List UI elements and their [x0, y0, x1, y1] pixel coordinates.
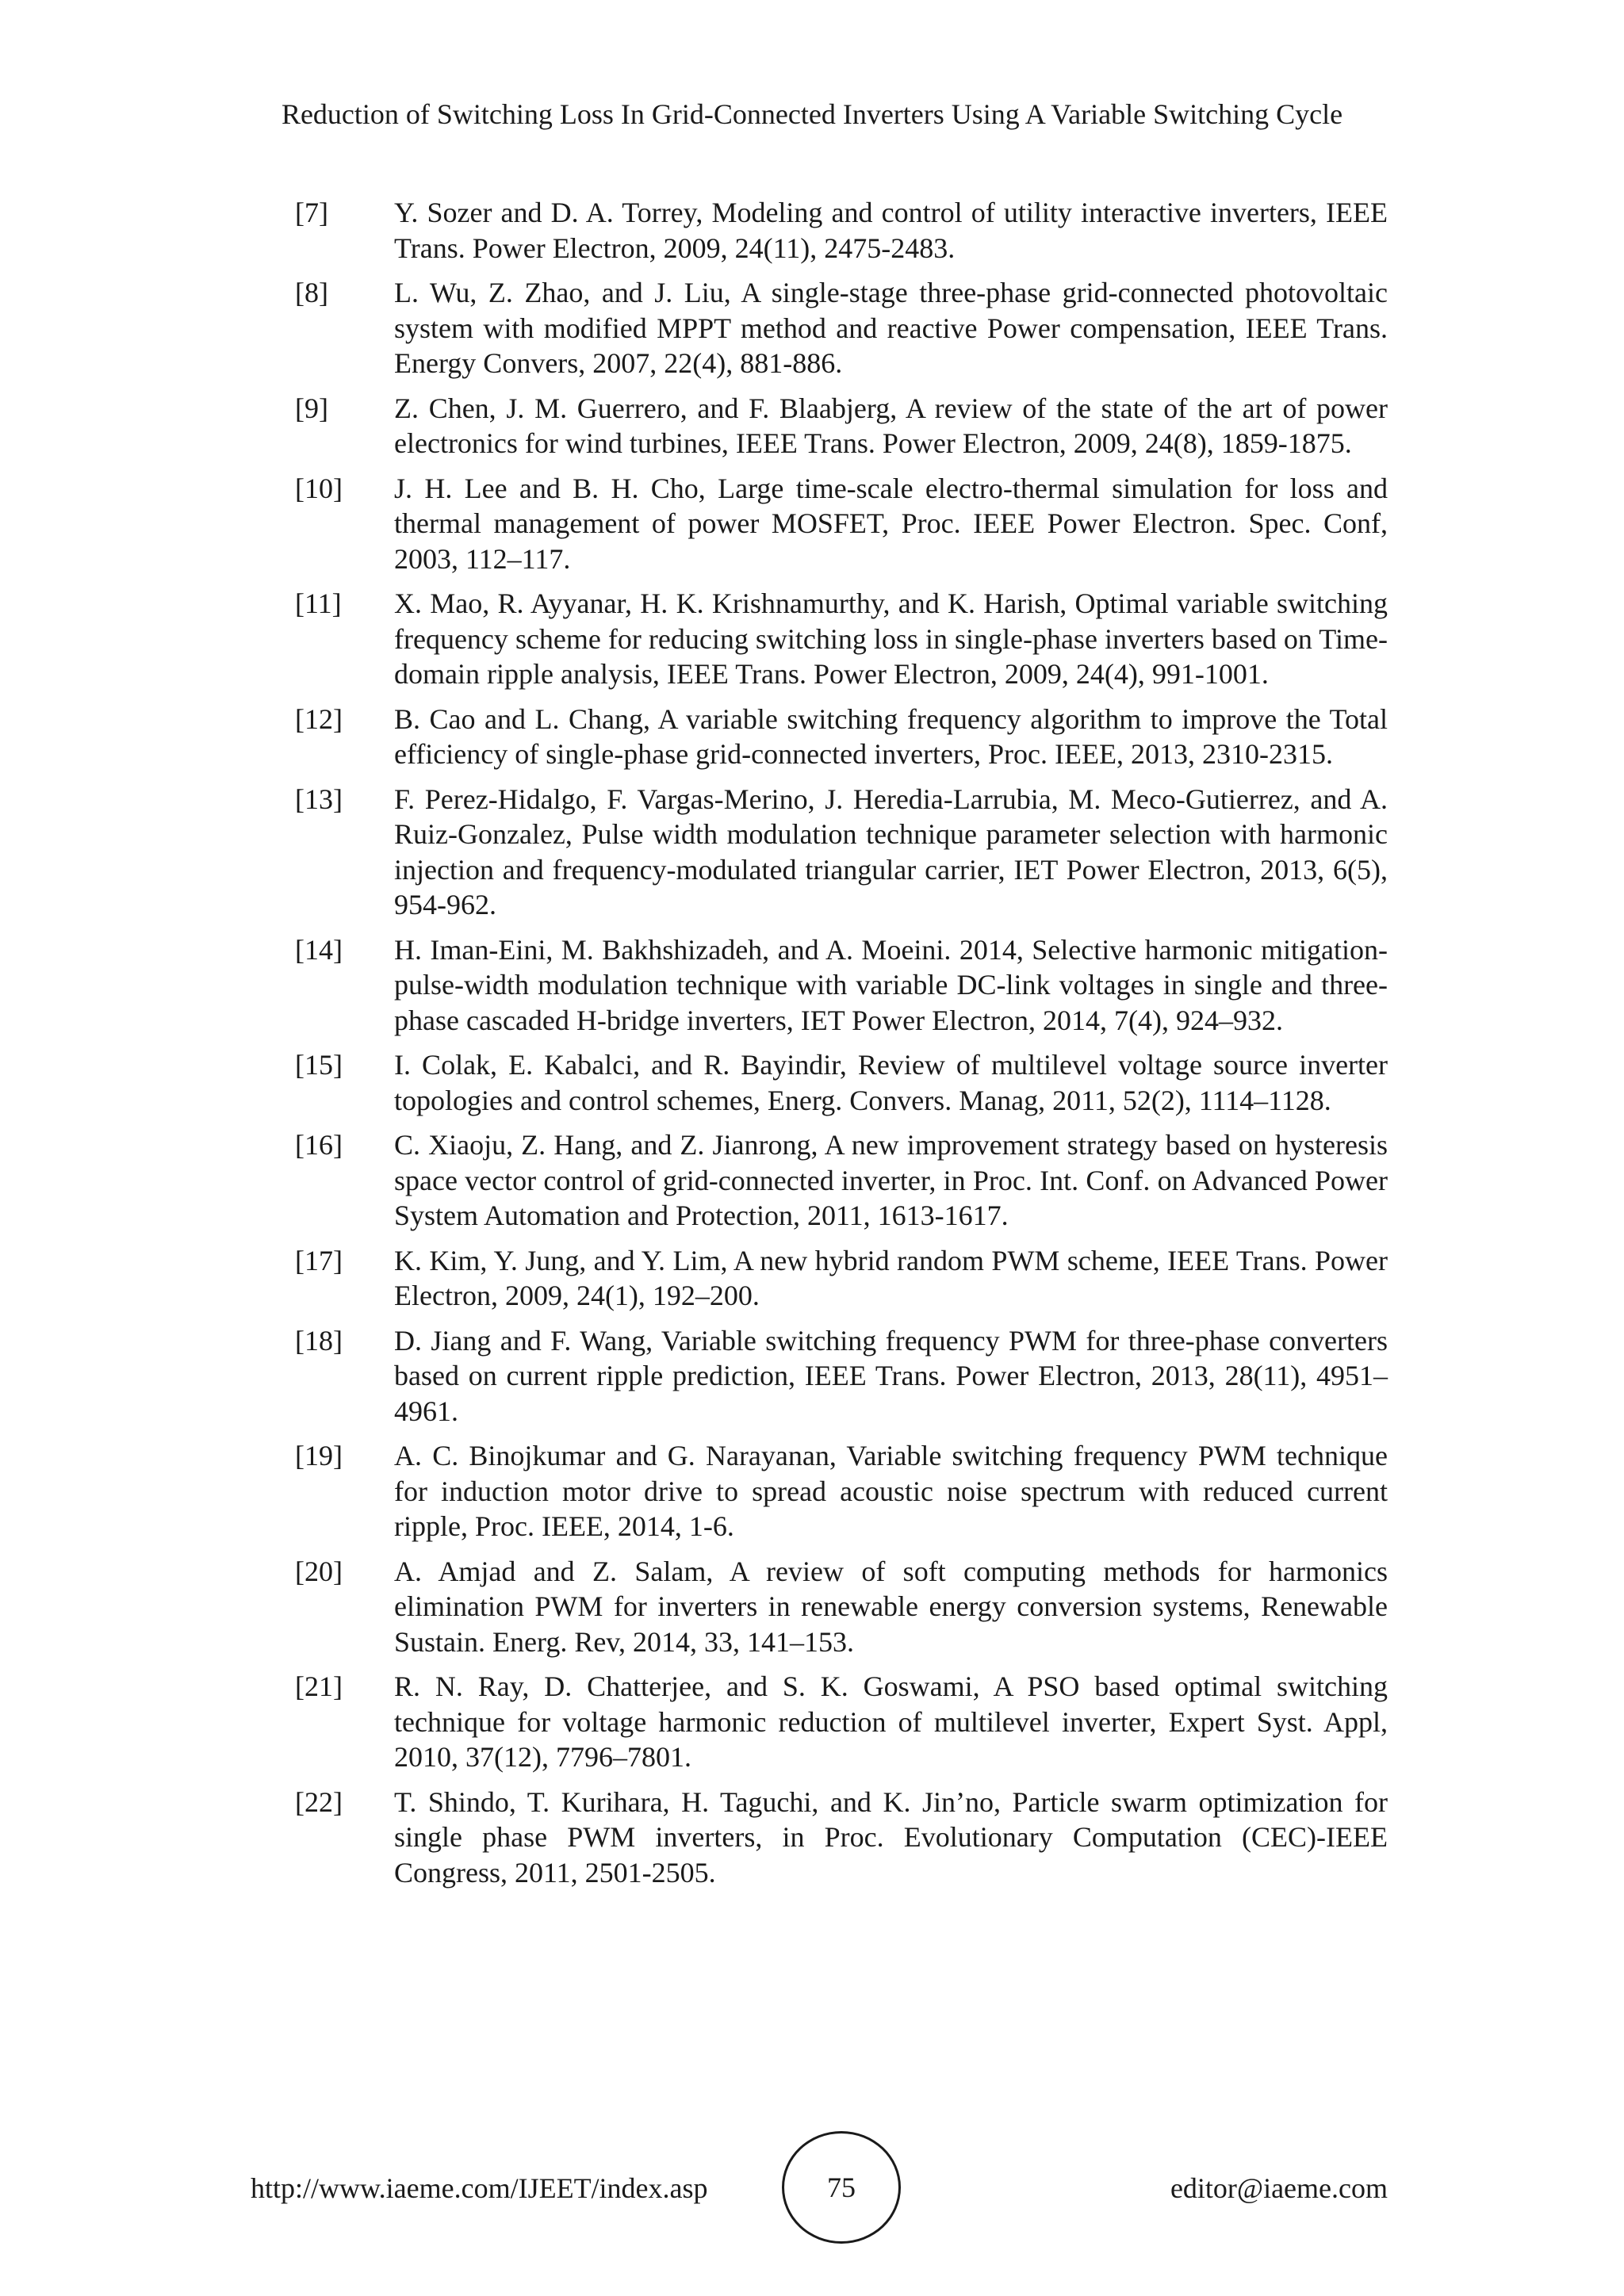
reference-number: [7] [295, 197, 328, 228]
reference-text: I. Colak, E. Kabalci, and R. Bayindir, Review of multilevel voltage source inverter topologies and control schemes, Energ. Convers. Manag, 2011, 52(2), 1114–1128. [394, 1049, 1388, 1116]
reference-number: [20] [295, 1555, 343, 1587]
reference-number: [10] [295, 472, 343, 504]
reference-text: Y. Sozer and D. A. Torrey, Modeling and control of utility interactive inverters, IEEE Trans. Power Electron, 2009, 24(11), 2475-2483. [394, 197, 1388, 264]
reference-number: [13] [295, 783, 343, 815]
reference-text: C. Xiaoju, Z. Hang, and Z. Jianrong, A new improvement strategy based on hysteresis space vector control of grid-connected inverter, in Proc. Int. Conf. on Advanced Power System Automation and Protection, 2011, 1613-1617. [394, 1129, 1388, 1231]
reference-text: K. Kim, Y. Jung, and Y. Lim, A new hybrid random PWM scheme, IEEE Trans. Power Electron, 2009, 24(1), 192–200. [394, 1244, 1388, 1311]
footer-url-link[interactable]: http://www.iaeme.com/IJEET/index.asp [251, 2172, 708, 2204]
reference-item [295, 1438, 1388, 1544]
reference-item [295, 782, 1388, 923]
reference-item [295, 932, 1388, 1039]
reference-text: D. Jiang and F. Wang, Variable switching frequency PWM for three-phase converters based on current ripple prediction, IEEE Trans. Power Electron, 2013, 28(11), 4951–4961. [394, 1324, 1388, 1427]
reference-item [295, 275, 1388, 381]
reference-text: L. Wu, Z. Zhao, and J. Liu, A single-stage three-phase grid-connected photovoltaic system with modified MPPT method and reactive Power compensation, IEEE Trans. Energy Convers, 2007, 22(4), 881-886. [394, 277, 1388, 379]
reference-text: A. Amjad and Z. Salam, A review of soft computing methods for harmonics elimination PWM for inverters in renewable energy conversion systems, Renewable Sustain. Energ. Rev, 2014, 33, 141–153. [394, 1555, 1388, 1658]
reference-number: [21] [295, 1670, 343, 1702]
reference-number: [14] [295, 933, 343, 966]
reference-item [295, 1047, 1388, 1118]
reference-item [295, 1127, 1388, 1234]
reference-list [295, 195, 1388, 1900]
page-number-badge [782, 2131, 901, 2244]
reference-text: Z. Chen, J. M. Guerrero, and F. Blaabjerg, A review of the state of the art of power electronics for wind turbines, IEEE Trans. Power Electron, 2009, 24(8), 1859-1875. [394, 392, 1388, 459]
reference-text: F. Perez-Hidalgo, F. Vargas-Merino, J. Heredia-Larrubia, M. Meco-Gutierrez, and A. Ruiz-Gonzalez, Pulse width modulation technique parameter selection with harmonic injection and frequency-modulated triangular carrier, IET Power Electron, 2013, 6(5), 954-962. [394, 783, 1388, 920]
reference-number: [19] [295, 1440, 343, 1471]
reference-text: X. Mao, R. Ayyanar, H. K. Krishnamurthy, and K. Harish, Optimal variable switching frequency scheme for reducing switching loss in single-phase inverters based on Time-domain ripple analysis, IEEE Trans. Power Electron, 2009, 24(4), 991-1001. [394, 587, 1388, 690]
reference-item [295, 391, 1388, 461]
reference-item [295, 195, 1388, 266]
reference-text: H. Iman-Eini, M. Bakhshizadeh, and A. Moeini. 2014, Selective harmonic mitigation-pulse-width modulation technique with variable DC-link voltages in single and three-phase cascaded H-bridge inverters, IET Power Electron, 2014, 7(4), 924–932. [394, 933, 1388, 1036]
reference-text: A. C. Binojkumar and G. Narayanan, Variable switching frequency PWM technique for induction motor drive to spread acoustic noise spectrum with reduced current ripple, Proc. IEEE, 2014, 1-6. [394, 1440, 1388, 1542]
footer-email-link[interactable]: editor@iaeme.com [1170, 2172, 1388, 2204]
reference-number: [11] [295, 587, 342, 619]
reference-number: [9] [295, 392, 328, 424]
reference-item [295, 702, 1388, 772]
reference-number: [15] [295, 1049, 343, 1081]
reference-item [295, 1785, 1388, 1891]
page-number: 75 [827, 2172, 856, 2203]
reference-number: [8] [295, 277, 328, 308]
reference-item [295, 471, 1388, 577]
reference-item [295, 586, 1388, 692]
reference-text: B. Cao and L. Chang, A variable switching frequency algorithm to improve the Total efficiency of single-phase grid-connected inverters, Proc. IEEE, 2013, 2310-2315. [394, 702, 1388, 770]
reference-text: T. Shindo, T. Kurihara, H. Taguchi, and K. Jin’no, Particle swarm optimization for single phase PWM inverters, in Proc. Evolutionary Computation (CEC)-IEEE Congress, 2011, 2501-2505. [394, 1785, 1388, 1888]
reference-number: [16] [295, 1129, 343, 1161]
reference-number: [17] [295, 1244, 343, 1276]
reference-item [295, 1554, 1388, 1660]
running-header: Reduction of Switching Loss In Grid-Connected Inverters Using A Variable Switching Cycle [281, 98, 1343, 130]
reference-text: R. N. Ray, D. Chatterjee, and S. K. Goswami, A PSO based optimal switching technique for voltage harmonic reduction of multilevel inverter, Expert Syst. Appl, 2010, 37(12), 7796–7801. [394, 1670, 1388, 1773]
reference-text: J. H. Lee and B. H. Cho, Large time-scale electro-thermal simulation for loss and thermal management of power MOSFET, Proc. IEEE Power Electron. Spec. Conf, 2003, 112–117. [394, 472, 1388, 575]
reference-number: [12] [295, 702, 343, 735]
reference-item [295, 1669, 1388, 1775]
reference-item [295, 1243, 1388, 1314]
reference-number: [22] [295, 1785, 343, 1818]
reference-number: [18] [295, 1324, 343, 1357]
reference-item [295, 1323, 1388, 1429]
